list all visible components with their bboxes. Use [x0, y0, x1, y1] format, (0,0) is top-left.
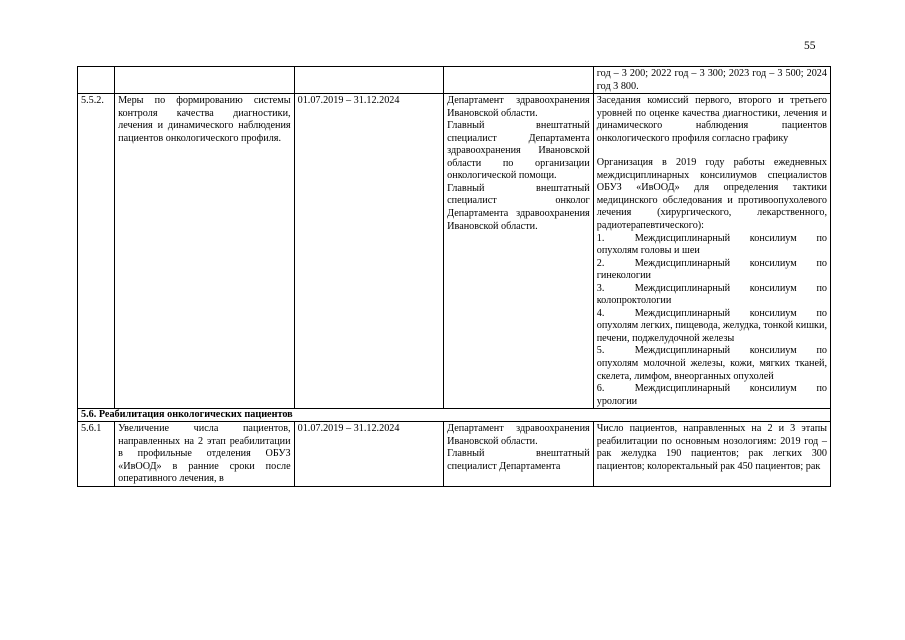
section-row — [78, 409, 831, 422]
table-row — [78, 67, 831, 94]
list-item: 1. Междисциплинарный консилиум по опухолям головы и шеи — [596, 232, 827, 257]
result-cell: год – 3 200; 2022 год – 3 300; 2023 год – 3 500; 2024 год 3 800. — [593, 67, 830, 94]
list-item: 4. Междисциплинарный консилиум по опухолям легких, пищевода, желудка, тонкой кишки, печени, поджелудочной железы — [596, 307, 827, 344]
measure-cell: Увеличение числа пациентов, направленных на 2 этап реабилитации в профильные отделения ОБУЗ «ИвООД» в ранние сроки после оперативного лечения, в — [115, 422, 294, 487]
responsible-line: Главный внештатный специалист Департамента здравоохранения Ивановской области по организации онкологической помощи. — [447, 120, 590, 182]
responsible-line: Департамент здравоохранения Ивановской области. — [447, 423, 590, 447]
list-item: 5. Междисциплинарный консилиум по опухолям молочной железы, кожи, мягких тканей, скелета, лимфом, внеорганных опухолей — [596, 345, 827, 382]
measure-cell: Меры по формированию системы контроля качества диагностики, лечения и динамического наблюдения пациентов онкологического профиля. — [115, 94, 294, 409]
result-paragraph: Организация в 2019 году работы ежедневных междисциплинарных консилиумов специалистов ОБУЗ «ИвООД» для определения тактики медицинского обследования и противоопухолевого лечения (хирургического, лекарственного, радиотерапевтического): — [596, 157, 827, 232]
result-paragraph: Заседания комиссий первого, второго и третьего уровней по оценке качества диагностики, лечения и динамического наблюдения пациентов онкологического профиля согласно графику — [596, 95, 827, 144]
period-cell: 01.07.2019 – 31.12.2024 — [294, 422, 444, 487]
period-cell: 01.07.2019 – 31.12.2024 — [294, 94, 444, 409]
result-cell: Число пациентов, направленных на 2 и 3 этапы реабилитации по основным нозологиям: 2019 год – рак желудка 190 пациентов; рак легких 300 пациентов; колоректальный рак 450 пациентов; рак — [593, 422, 830, 487]
section-title: 5.6. Реабилитация онкологических пациентов — [78, 409, 831, 422]
responsible-cell — [444, 94, 594, 409]
responsible-line: Главный внештатный специалист онколог Департамента здравоохранения Ивановской области. — [447, 182, 590, 232]
result-cell — [593, 94, 830, 409]
item-number: 5.6.1 — [78, 422, 115, 487]
responsible-cell — [444, 422, 594, 487]
table-row — [78, 422, 831, 487]
item-number: 5.5.2. — [78, 94, 115, 409]
list-item: 6. Междисциплинарный консилиум по урологии — [596, 383, 827, 407]
page-number: 55 — [804, 40, 816, 52]
list-item: 2. Междисциплинарный консилиум по гинекологии — [596, 257, 827, 282]
activities-table — [77, 66, 831, 487]
list-item: 3. Междисциплинарный консилиум по колопроктологии — [596, 282, 827, 307]
table-row — [78, 94, 831, 409]
responsible-line: Департамент здравоохранения Ивановской области. — [447, 95, 590, 119]
responsible-line: Главный внештатный специалист Департамента — [447, 448, 590, 472]
